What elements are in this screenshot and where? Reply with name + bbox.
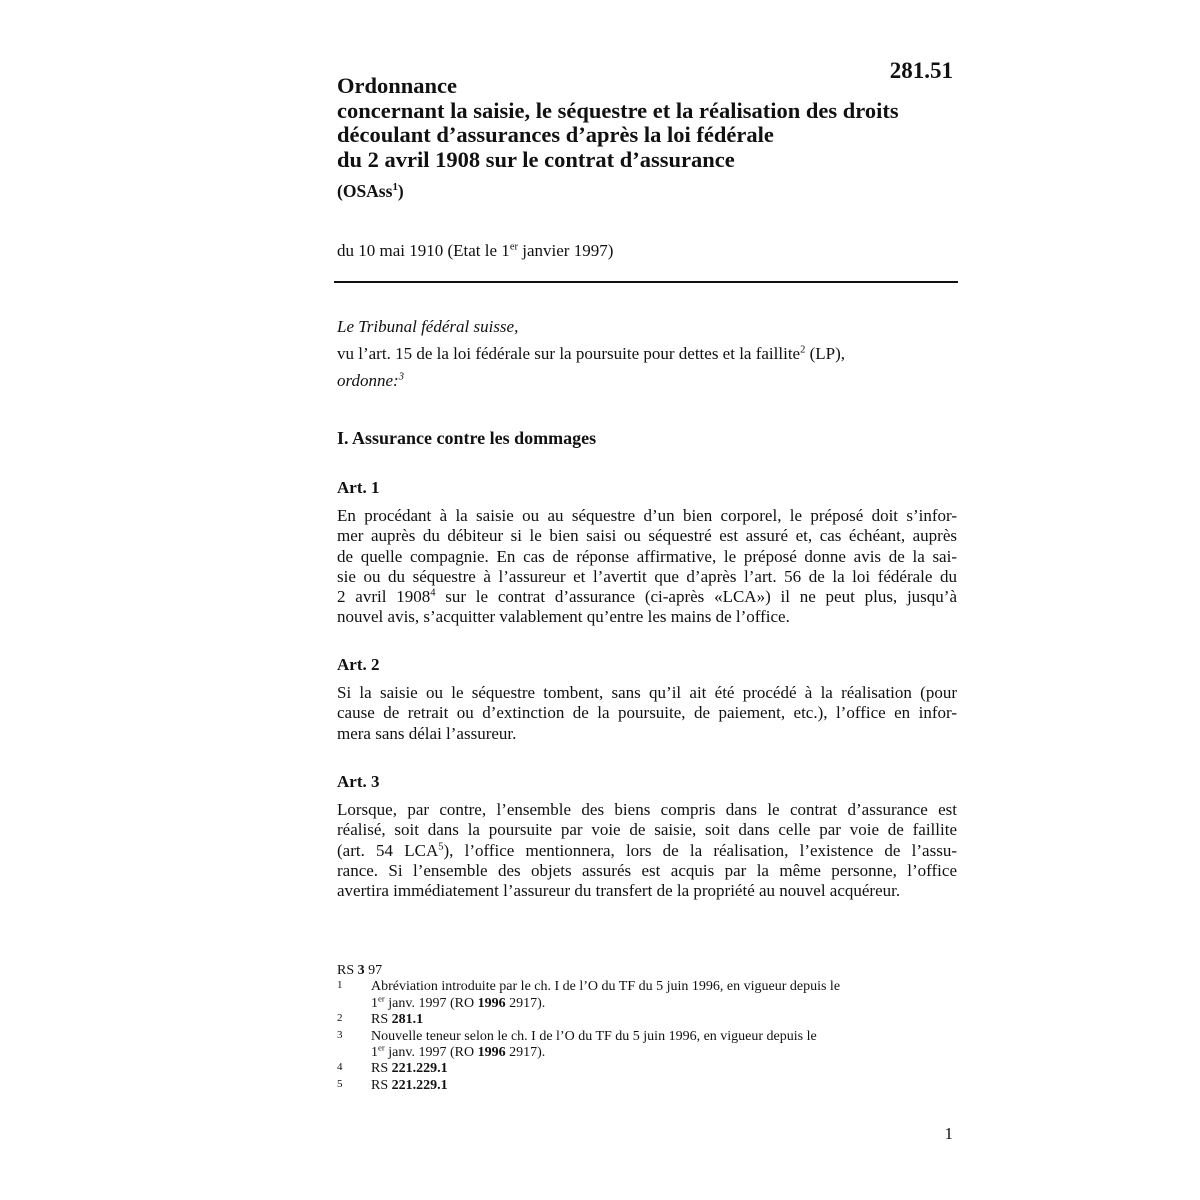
- footnotes: [337, 963, 957, 1094]
- fn-year: 1996: [477, 995, 506, 1011]
- footnote-4: [337, 1061, 957, 1077]
- footnote-3: [337, 1029, 957, 1062]
- footnote-text: [371, 993, 957, 1012]
- article-2-heading: Art. 2: [337, 655, 380, 674]
- article-2-body: [337, 683, 957, 744]
- decree-date: [337, 241, 613, 261]
- basis-text: vu l’art. 15 de la loi fédérale sur la poursuite pour dettes et la faillite: [337, 344, 801, 363]
- footnote-text: Abréviation introduite par le ch. I de l’O du TF du 5 juin 1996, en vigueur depuis le: [371, 979, 841, 995]
- basis-text-end: (LP),: [805, 344, 846, 363]
- date-ordinal: er: [509, 241, 518, 253]
- fn-prefix: RS: [371, 1061, 392, 1077]
- footnote-1: [337, 979, 957, 1012]
- title-line: découlant d’assurances d’après la loi fédérale: [337, 122, 774, 147]
- source-page: 97: [364, 963, 383, 978]
- fn-mid: janv. 1997 (RO: [384, 1045, 478, 1061]
- footnote-number: 2: [337, 1012, 343, 1025]
- article-1-heading: Art. 1: [337, 478, 380, 497]
- fn-ordinal: er: [378, 993, 385, 1004]
- article-3-body: [337, 800, 957, 901]
- article-line: de quelle compagnie. En cas de réponse affirmative, le préposé donne avis de la sai-: [337, 546, 957, 566]
- article-line: nouvel avis, s’acquitter valablement qu’entre les mains de l’office.: [337, 607, 790, 627]
- article-line: sie ou du séquestre à l’assureur et l’avertit que d’après l’art. 56 de la loi fédérale du: [337, 566, 957, 586]
- footnote-text: [371, 1078, 957, 1094]
- preamble-authority: Le Tribunal fédéral suisse,: [337, 317, 519, 336]
- date-text-end: janvier 1997): [518, 241, 614, 260]
- line-text-end: ), l’office mentionnera, lors de la réalisation, l’existence de l’assu-: [443, 840, 957, 860]
- article-line: mera sans délai l’assureur.: [337, 723, 517, 743]
- article-1-body: [337, 506, 957, 628]
- article-line: avertira immédiatement l’assureur du transfert de la propriété au nouvel acquéreur.: [337, 881, 901, 901]
- footnote-5: [337, 1078, 957, 1094]
- footnote-text: [371, 1042, 957, 1061]
- fn-year: 1996: [477, 1045, 506, 1061]
- sr-number: 281.51: [889, 58, 953, 83]
- line-text: 2 avril 1908: [337, 587, 431, 607]
- footnote-text: [371, 1061, 957, 1077]
- preamble: [337, 313, 957, 394]
- article-line: Si la saisie ou le séquestre tombent, sans qu’il ait été procédé à la réalisation (pour: [337, 683, 957, 702]
- fn-prefix: RS: [371, 1077, 392, 1093]
- source-volume: 3: [357, 963, 365, 978]
- line-text: (art. 54 LCA: [337, 840, 439, 860]
- footnote-number: 4: [337, 1061, 343, 1074]
- footnote-source: [337, 963, 957, 979]
- article-line: [337, 587, 957, 607]
- article-3-heading: Art. 3: [337, 772, 380, 791]
- footnote-number: 1: [337, 979, 343, 992]
- title-line: du 2 avril 1908 sur le contrat d’assurance: [337, 146, 735, 172]
- fn-ref: 221.229.1: [391, 1061, 448, 1077]
- footnote-ref-3[interactable]: 3: [398, 371, 404, 383]
- footnote-number: 3: [337, 1028, 343, 1041]
- fn-end: 2917).: [505, 1045, 546, 1061]
- line-text-end: sur le contrat d’assurance (ci-après «LCA») il ne peut plus, jusqu’à: [435, 587, 958, 607]
- article-line: Lorsque, par contre, l’ensemble des biens compris dans le contrat d’assurance est: [337, 800, 957, 819]
- chapter-heading: I. Assurance contre les dommages: [337, 428, 597, 448]
- fn-ref: 281.1: [391, 1012, 424, 1028]
- fn-ref: 221.229.1: [391, 1077, 448, 1093]
- article-line: réalisé, soit dans la poursuite par voie de saisie, soit dans celle par voie de faillite: [337, 820, 957, 840]
- title-line: Ordonnance: [337, 73, 458, 98]
- footnote-text: [371, 1012, 957, 1028]
- date-text: du 10 mai 1910 (Etat le 1: [337, 241, 510, 260]
- footnote-text: Nouvelle teneur selon le ch. I de l’O du TF du 5 juin 1996, en vigueur depuis le: [371, 1028, 817, 1044]
- footnote-ref-2[interactable]: 2: [800, 344, 806, 356]
- source-prefix: RS: [337, 963, 358, 978]
- article-line: En procédant à la saisie ou au séquestre d’un bien corporel, le préposé doit s’infor-: [337, 506, 957, 525]
- decree-text: ordonne:: [337, 371, 399, 390]
- fn-mid: janv. 1997 (RO: [384, 995, 478, 1011]
- article-line: [337, 841, 957, 861]
- title-line: concernant la saisie, le séquestre et la réalisation des droits: [337, 97, 899, 123]
- fn-day: 1: [371, 1045, 378, 1061]
- article-line: mer auprès du débiteur si le bien saisi ou séquestré est assuré et, cas échéant, auprès: [337, 526, 957, 546]
- footnote-ref-4[interactable]: 4: [430, 587, 436, 599]
- abbreviation-text: (OSAss: [337, 181, 393, 201]
- fn-ordinal: er: [378, 1042, 385, 1053]
- abbreviation-close: ): [397, 181, 404, 201]
- article-line: cause de retrait ou d’extinction de la poursuite, de paiement, etc.), l’office en infor-: [337, 703, 957, 723]
- footnote-2: [337, 1012, 957, 1028]
- footnote-number: 5: [337, 1077, 343, 1090]
- fn-day: 1: [371, 995, 378, 1011]
- fn-end: 2917).: [505, 995, 546, 1011]
- header-divider: [334, 281, 958, 283]
- footnote-ref-5[interactable]: 5: [438, 840, 444, 852]
- article-line: rance. Si l’ensemble des objets assurés est acquis par la même personne, l’office: [337, 860, 957, 880]
- abbreviation: [337, 181, 404, 202]
- preamble-basis: [337, 340, 957, 367]
- footnote-ref-1[interactable]: 1: [392, 181, 398, 194]
- fn-prefix: RS: [371, 1012, 392, 1028]
- preamble-decree: [337, 367, 957, 394]
- document-title: [337, 74, 957, 172]
- page-number: 1: [944, 1124, 953, 1143]
